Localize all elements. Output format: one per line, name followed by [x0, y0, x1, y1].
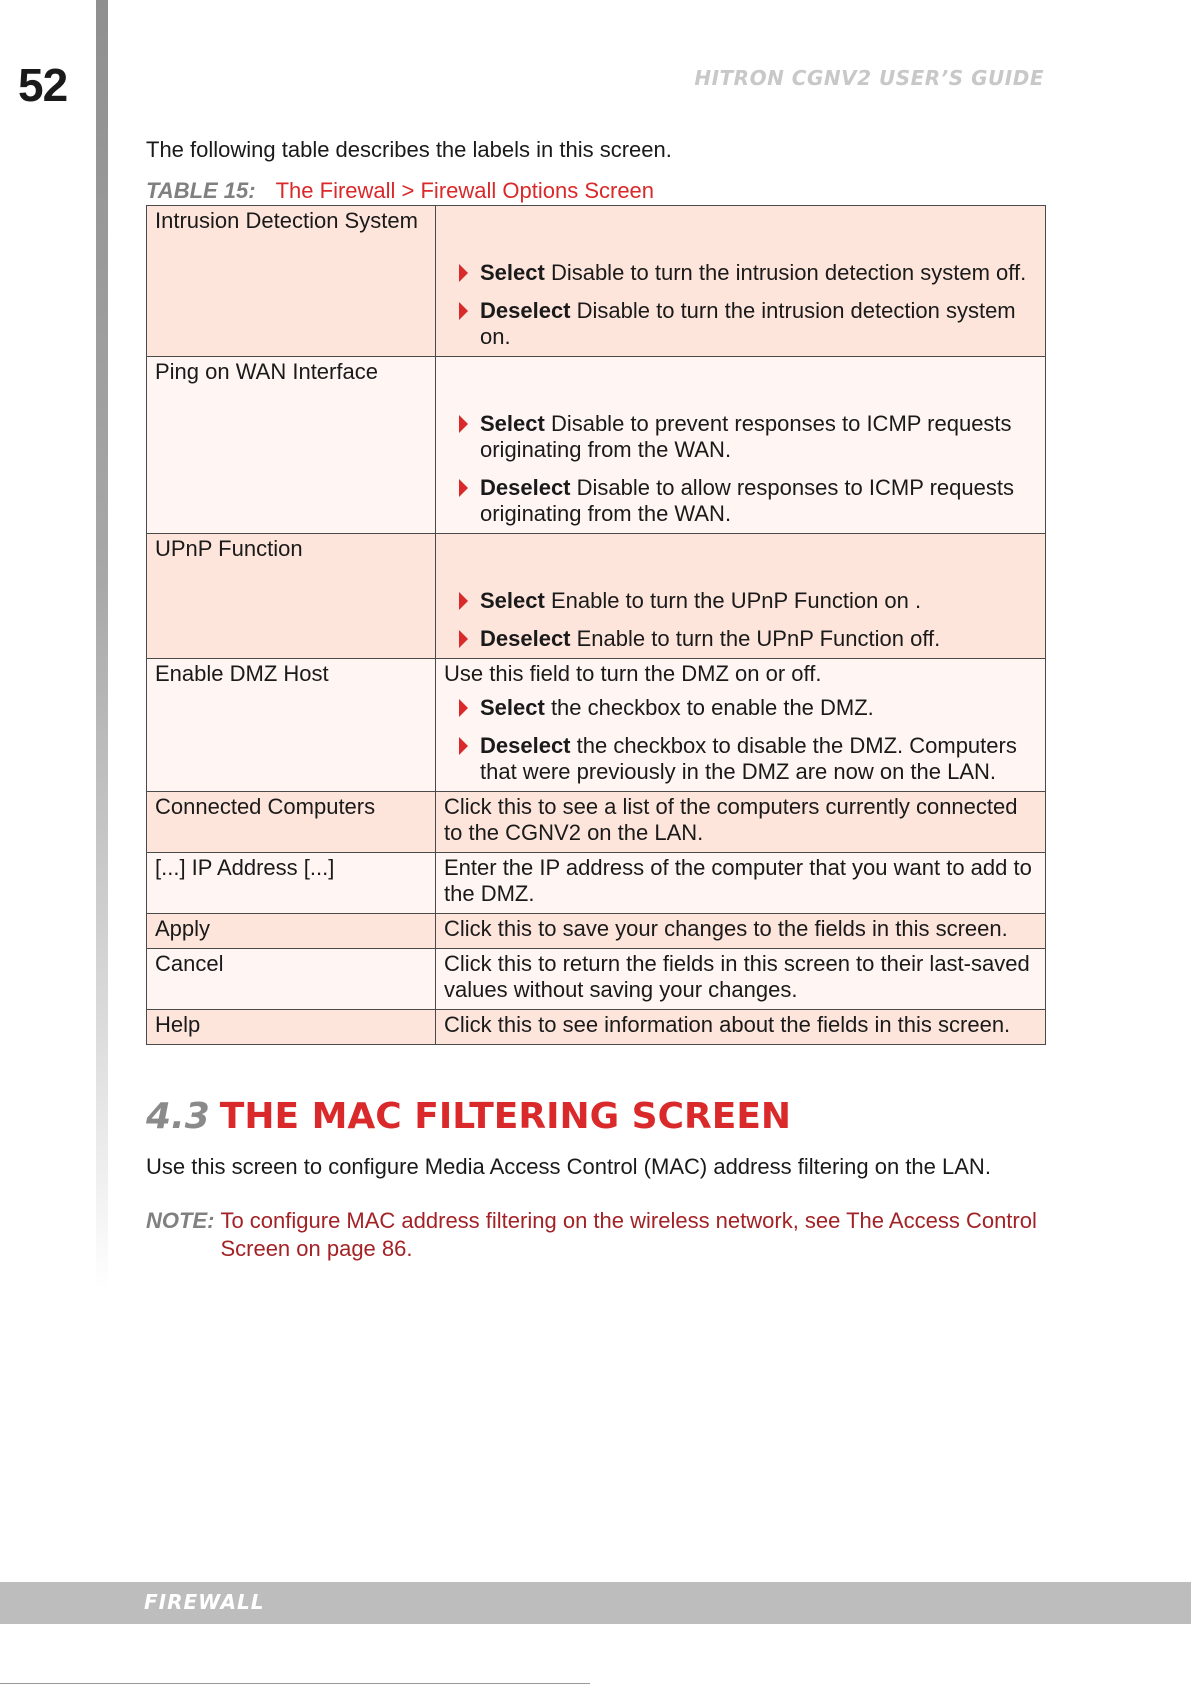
table-cell-description [436, 659, 1046, 792]
bullet-item [444, 298, 1037, 350]
table-row [147, 206, 1046, 357]
bullet-text: Enable to turn the UPnP Function on . [544, 588, 922, 613]
bullet-text: Disable to allow responses to ICMP requests originating from the WAN. [480, 475, 1014, 526]
page-number: 52 [18, 59, 68, 111]
triangle-bullet-icon [459, 592, 468, 610]
description-text: Use this field to turn the DMZ on or off. [444, 661, 822, 686]
bullet-keyword: Select [480, 260, 545, 285]
footer-band [0, 1582, 1191, 1624]
bullet-list [444, 588, 1037, 652]
page-content [146, 136, 1046, 1263]
bullet-item [444, 695, 1037, 721]
table-row [147, 357, 1046, 534]
description-text: Click this to see a list of the computers currently connected to the CGNV2 on the LAN. [444, 794, 1018, 845]
bullet-keyword: Select [480, 411, 545, 436]
triangle-bullet-icon [459, 479, 468, 497]
bullet-item [444, 588, 1037, 614]
triangle-bullet-icon [459, 264, 468, 282]
table-caption-label: TABLE 15: [146, 178, 256, 203]
triangle-bullet-icon [459, 302, 468, 320]
bullet-keyword: Deselect [480, 475, 571, 500]
note-label: NOTE: [146, 1208, 215, 1233]
table-cell-label: Ping on WAN Interface [147, 357, 436, 534]
table-row [147, 534, 1046, 659]
bullet-item [444, 733, 1037, 785]
description-text: Click this to save your changes to the fields in this screen. [444, 916, 1008, 941]
table-cell-description [436, 1010, 1046, 1045]
bullet-keyword: Deselect [480, 626, 571, 651]
bullet-text: the checkbox to enable the DMZ. [544, 695, 874, 720]
table-cell-label: Connected Computers [147, 792, 436, 853]
footer-chapter-label: FIREWALL [144, 1590, 265, 1614]
description-text [444, 208, 1037, 260]
bullet-list [444, 695, 1037, 785]
description-text: Click this to see information about the fields in this screen. [444, 1012, 1011, 1037]
table-row [147, 1010, 1046, 1045]
bullet-text: the checkbox to disable the DMZ. Computers that were previously in the DMZ are now on the LAN. [480, 733, 1017, 784]
table-cell-label: Cancel [147, 949, 436, 1010]
section-heading [146, 1095, 1046, 1139]
table-cell-description [436, 914, 1046, 949]
description-text [444, 536, 1037, 588]
margin-bar [96, 0, 108, 1290]
table-row [147, 792, 1046, 853]
triangle-bullet-icon [459, 699, 468, 717]
table-cell-label: Apply [147, 914, 436, 949]
bullet-list [444, 260, 1037, 350]
table-cell-description [436, 534, 1046, 659]
table-cell-label: Enable DMZ Host [147, 659, 436, 792]
table-cell-description [436, 853, 1046, 914]
table-cell-description [436, 206, 1046, 357]
description-table [146, 205, 1046, 1045]
table-row [147, 914, 1046, 949]
table-row [147, 853, 1046, 914]
section-title: THE MAC FILTERING SCREEN [219, 1096, 792, 1137]
description-text: Click this to return the fields in this screen to their last-saved values without saving your changes. [444, 951, 1030, 1002]
section-number: 4.3 [146, 1096, 210, 1137]
table-row [147, 949, 1046, 1010]
bullet-text: Disable to turn the intrusion detection system on. [480, 298, 1016, 349]
bullet-item [444, 626, 1037, 652]
table-caption [146, 178, 1046, 204]
table-row [147, 659, 1046, 792]
table-cell-label: UPnP Function [147, 534, 436, 659]
bullet-list [444, 411, 1037, 527]
bullet-text: Disable to prevent responses to ICMP requests originating from the WAN. [480, 411, 1012, 462]
bullet-item [444, 411, 1037, 463]
bullet-keyword: Deselect [480, 733, 571, 758]
bullet-keyword: Select [480, 588, 545, 613]
description-table-body [147, 206, 1046, 1045]
bottom-rule [0, 1683, 590, 1684]
description-text [444, 359, 1037, 411]
table-cell-description [436, 949, 1046, 1010]
table-cell-label: [...] IP Address [...] [147, 853, 436, 914]
note [146, 1207, 1046, 1263]
table-caption-title: The Firewall > Firewall Options Screen [275, 178, 655, 203]
triangle-bullet-icon [459, 630, 468, 648]
bullet-keyword: Select [480, 695, 545, 720]
bullet-keyword: Deselect [480, 298, 571, 323]
description-text: Enter the IP address of the computer that you want to add to the DMZ. [444, 855, 1032, 906]
intro-paragraph: The following table describes the labels in this screen. [146, 137, 672, 162]
table-cell-description [436, 792, 1046, 853]
bullet-text: Enable to turn the UPnP Function off. [570, 626, 941, 651]
section-body: Use this screen to configure Media Access Control (MAC) address filtering on the LAN. [146, 1154, 991, 1179]
bullet-text: Disable to turn the intrusion detection system off. [544, 260, 1027, 285]
triangle-bullet-icon [459, 415, 468, 433]
triangle-bullet-icon [459, 737, 468, 755]
running-header: HITRON CGNV2 USER’S GUIDE [694, 66, 1044, 90]
table-cell-label: Help [147, 1010, 436, 1045]
bullet-item [444, 260, 1037, 286]
note-text: To configure MAC address filtering on the wireless network, see The Access Control Screen on page 86. [220, 1208, 1037, 1261]
table-cell-label: Intrusion Detection System [147, 206, 436, 357]
bullet-item [444, 475, 1037, 527]
table-cell-description [436, 357, 1046, 534]
